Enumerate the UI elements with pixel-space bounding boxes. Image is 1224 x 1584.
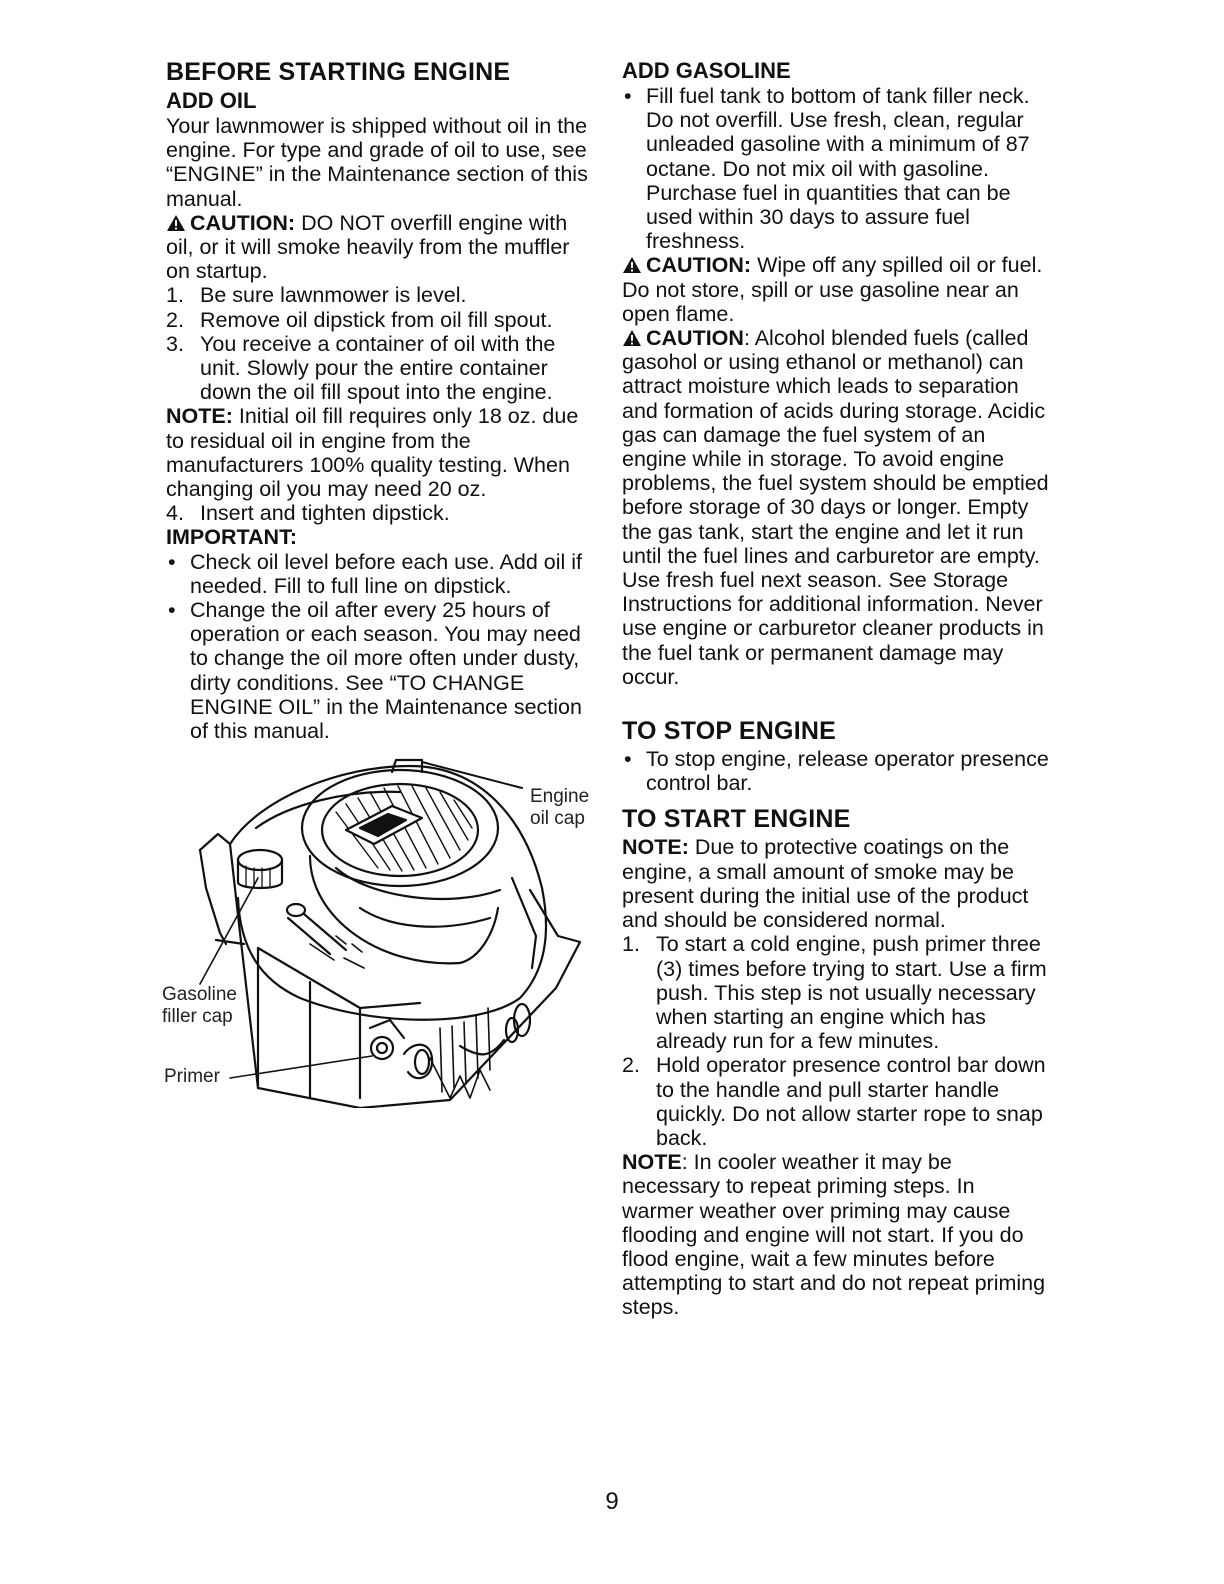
caution-label: CAUTION: — [190, 210, 296, 235]
list-item: • Check oil level before each use. Add oil if needed. Fill to full line on dipstick. — [166, 550, 596, 598]
caution-text: : Alcohol blended fuels (called gasohol or using ethanol or methanol) can attract moisture which leads to separation and formation of acids during storage. Acidic gas can damage the fuel system of an engine while in storage. To avoid engine problems, the fuel system should be emptied before storage of 30 days or longer. Empty the gas tank, start the engine and let it run until the fuel lines and carburetor are empty. Use fresh fuel next season. See Storage Instructions for additional information. Never use engine or carburetor cleaner products in the fuel tank or permanent damage may occur. — [622, 326, 1049, 689]
warning-triangle-icon — [622, 329, 642, 347]
note-text: Initial oil fill requires only 18 oz. due to residual oil in engine from the manufacturers 100% quality testing. When changing oil you may need 20 oz. — [166, 404, 579, 502]
list-item: • To stop engine, release operator presence control bar. — [622, 747, 1052, 795]
note-label: NOTE: — [166, 404, 233, 429]
subheading-add-gasoline: ADD GASOLINE — [622, 58, 791, 83]
left-column — [166, 56, 596, 743]
oil-note — [166, 404, 596, 501]
gasoline-list — [622, 84, 1052, 253]
important-label — [166, 525, 596, 549]
step-text: Hold operator presence control bar down to the handle and pull starter handle quickly. Do not allow starter rope to snap back. — [656, 1053, 1046, 1150]
warning-triangle-icon — [166, 214, 186, 232]
important-label-text: IMPORTANT: — [166, 525, 297, 550]
caution-label: CAUTION — [646, 326, 744, 351]
list-item — [622, 932, 1052, 1053]
list-item — [166, 332, 596, 405]
caution-text: DO NOT overfill engine with oil, or it will smoke heavily from the muffler on startup. — [166, 210, 570, 284]
add-oil-step-4 — [166, 501, 596, 525]
bullet-text: Change the oil after every 25 hours of operation or each season. You may need to change the oil more often under dusty, dirty conditions. See “TO CHANGE ENGINE OIL” in the Maintenance section of this manual. — [190, 598, 582, 744]
section-heading-before-starting: BEFORE STARTING ENGINE — [166, 58, 511, 86]
note-label: NOTE — [622, 1150, 682, 1175]
list-item — [622, 1053, 1052, 1150]
fuel-caution-2 — [622, 326, 1052, 689]
start-note-2 — [622, 1150, 1052, 1319]
list-item — [166, 501, 596, 525]
stop-engine-list — [622, 747, 1052, 795]
step-text: Remove oil dipstick from oil fill spout. — [200, 307, 553, 332]
start-engine-steps — [622, 932, 1052, 1150]
list-item — [166, 283, 596, 307]
important-list — [166, 550, 596, 744]
add-oil-intro: Your lawnmower is shipped without oil in the engine. For type and grade of oil to use, see “ENGINE” in the Maintenance section of this manual. — [166, 114, 588, 211]
section-heading-start-engine: TO START ENGINE — [622, 805, 851, 834]
section-heading-stop-engine: TO STOP ENGINE — [622, 717, 836, 746]
oil-caution — [166, 211, 596, 284]
start-note-1 — [622, 835, 1052, 932]
step-number: 4. — [166, 501, 184, 526]
bullet-text: Check oil level before each use. Add oil if needed. Fill to full line on dipstick. — [190, 549, 583, 598]
bullet-text: Fill fuel tank to bottom of tank filler neck. Do not overfill. Use fresh, clean, regular unleaded gasoline with a minimum of 87 octane. Do not mix oil with gasoline. Purchase fuel in quantities that can be used within 30 days to assure fuel freshness. — [646, 84, 1030, 254]
primer-label: Primer — [164, 1066, 220, 1087]
add-oil-steps — [166, 283, 596, 404]
page-number: 9 — [605, 1488, 619, 1515]
note-label: NOTE: — [622, 835, 689, 860]
step-number: 1. — [622, 932, 640, 957]
engine-illustration — [160, 758, 600, 1108]
engine-oil-cap-label: Engine oil cap — [530, 786, 590, 829]
caution-label: CAUTION: — [646, 253, 752, 278]
gasoline-filler-cap-label: Gasoline filler cap — [162, 984, 237, 1027]
list-item: • Change the oil after every 25 hours of operation or each season. You may need to change the oil more often under dusty, dirty conditions. See “TO CHANGE ENGINE OIL” in the Maintenance section of this manual. — [166, 598, 596, 743]
step-number: 3. — [166, 331, 184, 356]
list-item — [166, 308, 596, 332]
caution-text: Wipe off any spilled oil or fuel. Do not store, spill or use gasoline near an open flame. — [622, 253, 1043, 326]
fuel-caution-1 — [622, 253, 1052, 326]
warning-triangle-icon — [622, 256, 642, 274]
list-item: • Fill fuel tank to bottom of tank filler neck. Do not overfill. Use fresh, clean, regular unleaded gasoline with a minimum of 87 octane. Do not mix oil with gasoline. Purchase fuel in quantities that can be used within 30 days to assure fuel freshness. — [622, 84, 1052, 253]
step-number: 2. — [622, 1053, 640, 1078]
note-text: Due to protective coatings on the engine, a small amount of smoke may be present during the initial use of the product and should be considered normal. — [622, 835, 1029, 933]
subheading-add-oil: ADD OIL — [166, 88, 257, 113]
step-text: To start a cold engine, push primer three (3) times before trying to start. Use a firm push. This step is not usually necessary when starting an engine which has already run for a few minutes. — [656, 932, 1047, 1054]
bullet-text: To stop engine, release operator presence control bar. — [646, 747, 1049, 796]
note-text: : In cooler weather it may be necessary to repeat priming steps. In warmer weather over priming may cause flooding and engine will not start. If you do flood engine, wait a few minutes before attempting to start and do not repeat priming steps. — [622, 1150, 1046, 1320]
right-column — [622, 56, 1052, 1320]
step-text: Insert and tighten dipstick. — [200, 501, 450, 526]
step-number: 2. — [166, 307, 184, 332]
step-text: Be sure lawnmower is level. — [200, 283, 467, 308]
step-number: 1. — [166, 283, 184, 308]
step-text: You receive a container of oil with the unit. Slowly pour the entire container down the oil fill spout into the engine. — [200, 331, 556, 405]
